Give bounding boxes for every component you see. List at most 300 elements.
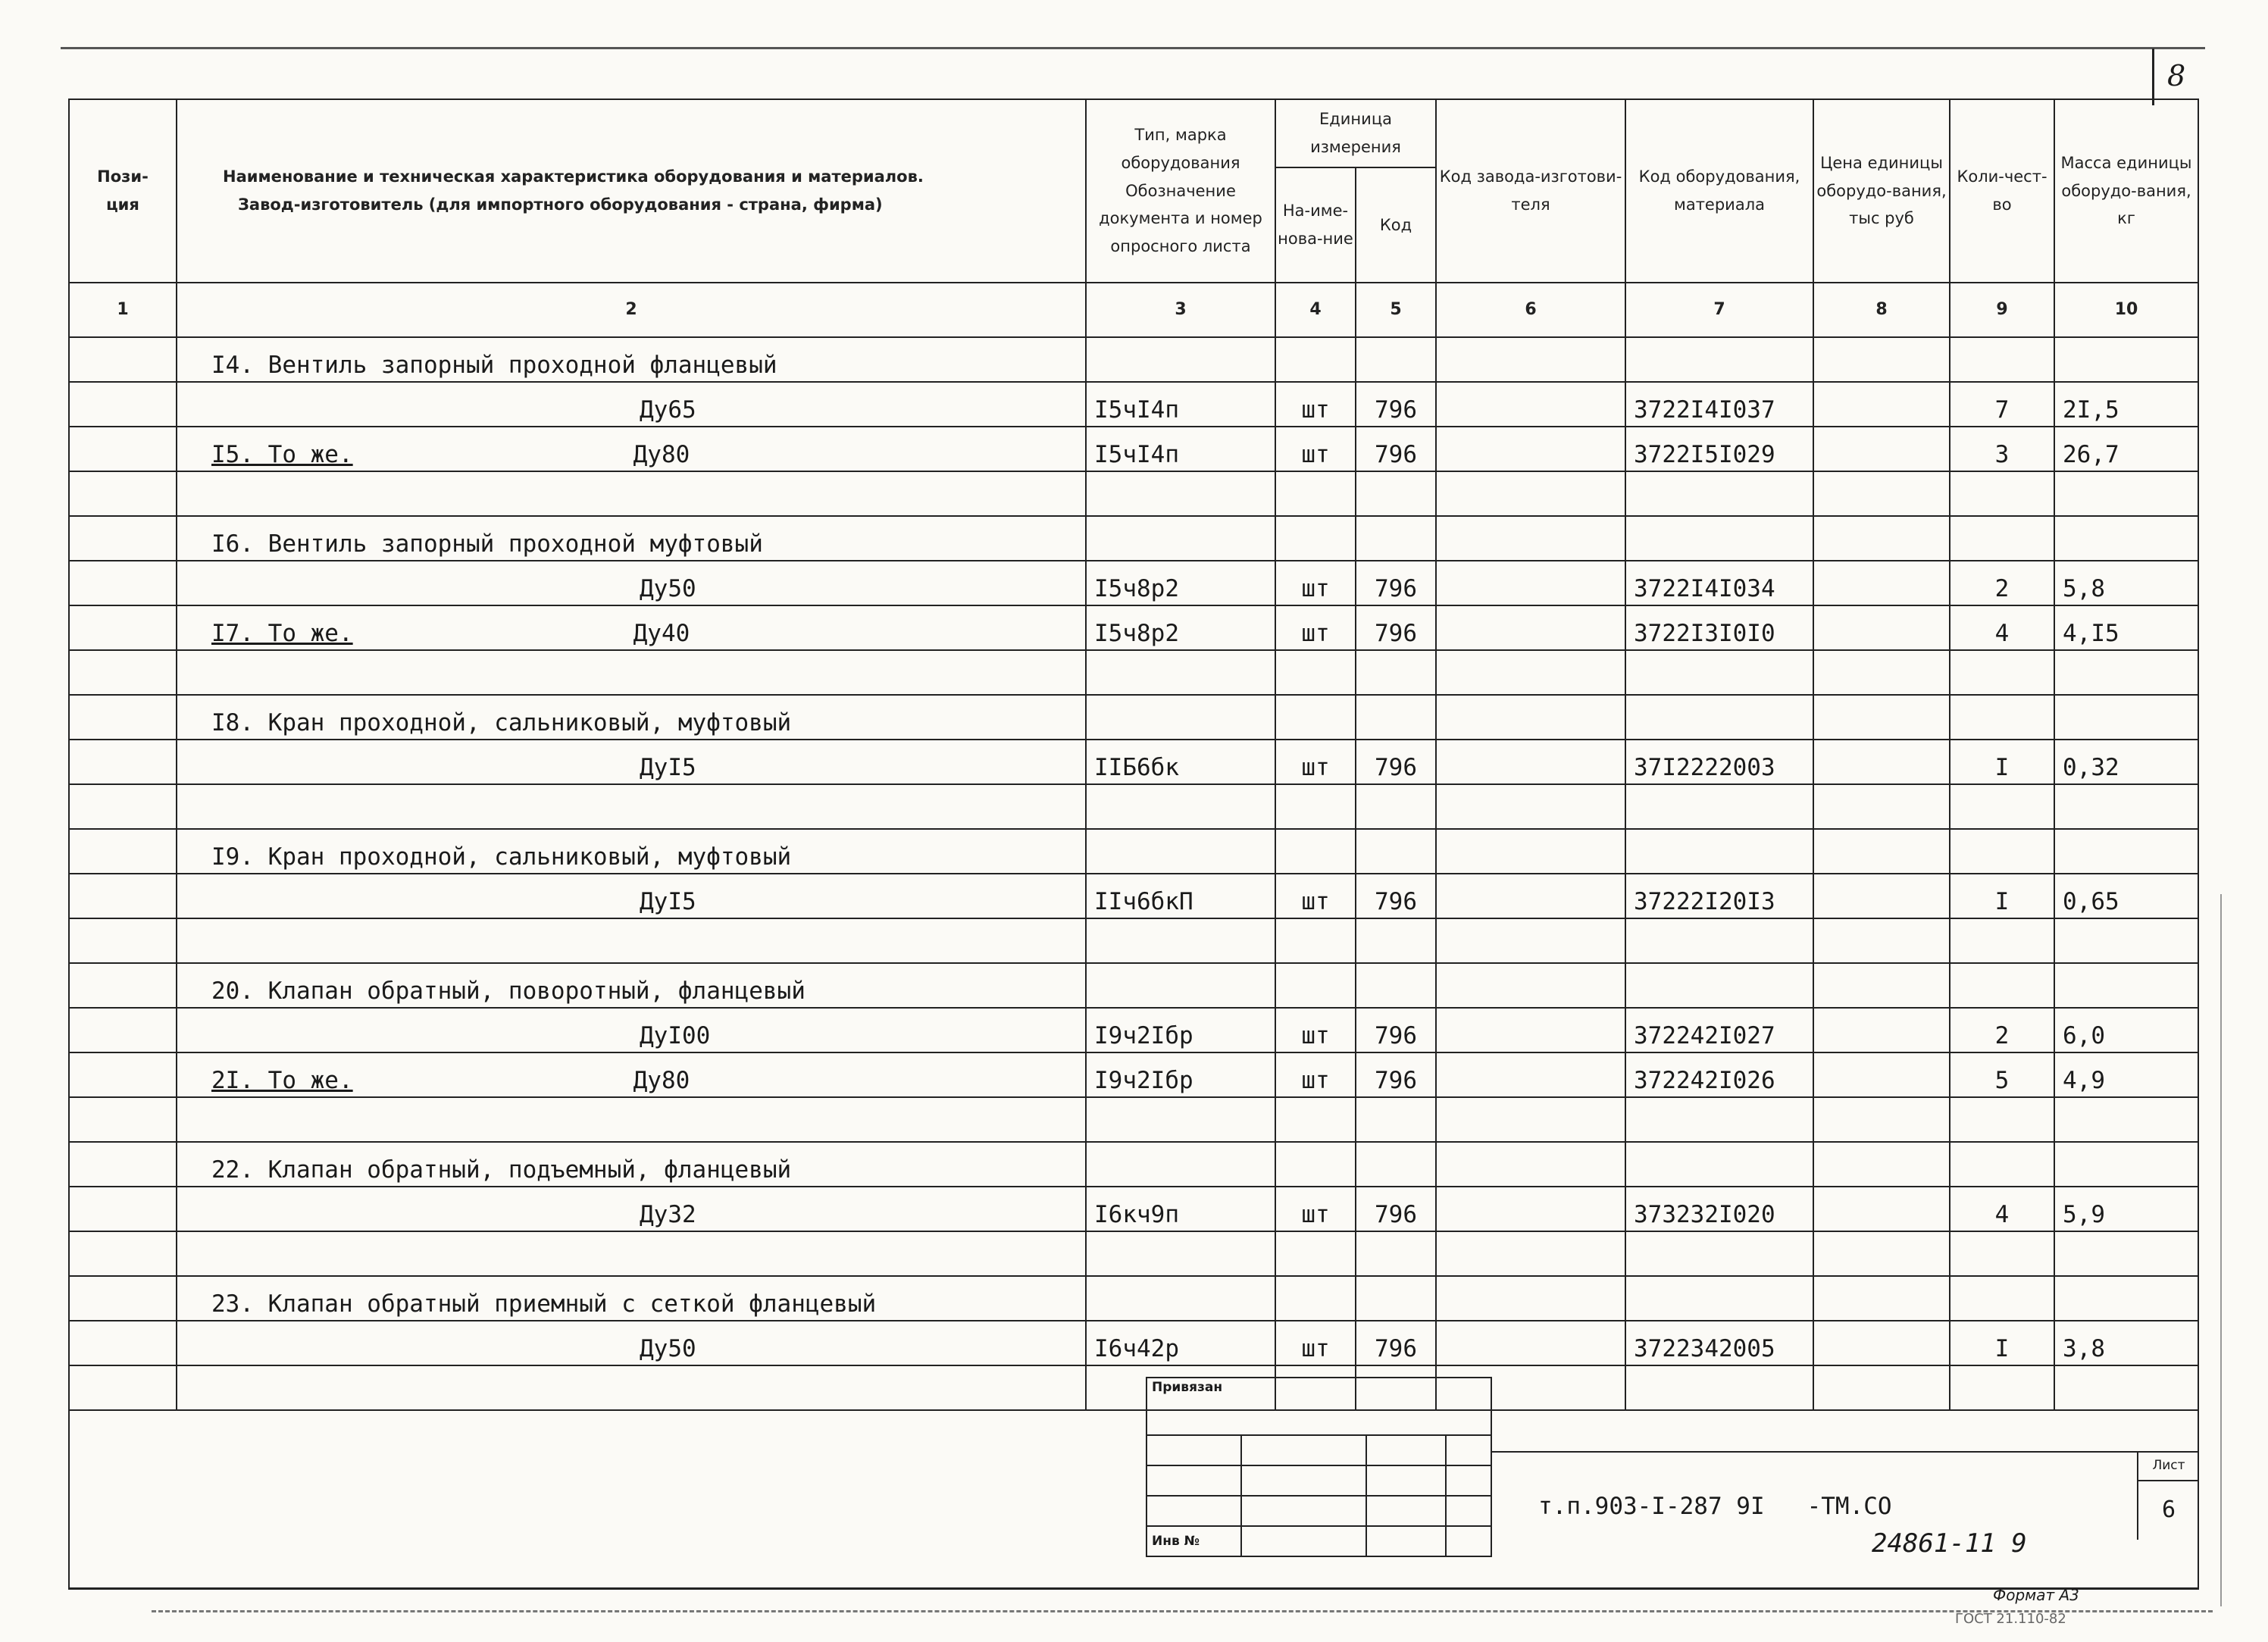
specification-table [68,99,2199,1590]
type-cell: IIч6бкП [1086,874,1275,918]
equipment-code-cell [1625,695,1813,740]
quantity-cell: 4 [1950,1187,2054,1231]
col-num: 4 [1275,283,1356,337]
col-num: 7 [1625,283,1813,337]
position-cell [69,561,177,605]
column-numbers-row [69,283,2198,337]
equipment-code-cell: 3722I4I037 [1625,382,1813,427]
equipment-code-cell: 3722I3I0I0 [1625,605,1813,650]
factory-code-cell [1436,337,1625,382]
unit-name-cell [1275,1231,1356,1276]
stamp-title: Привязан [1147,1378,1491,1435]
equipment-code-cell [1625,337,1813,382]
quantity-cell: 4 [1950,605,2054,650]
item-heading-row [69,1276,2198,1321]
factory-code-cell [1436,695,1625,740]
factory-code-cell [1436,427,1625,471]
mass-cell [2054,337,2198,382]
item-name [177,650,1086,695]
item-name: I8. Кран проходной, сальниковый, муфтовый [177,695,1086,740]
spacer-row [69,650,2198,695]
unit-code-cell [1356,650,1436,695]
inventory-number: 24861-11 9 [1872,1528,2027,1559]
quantity-cell [1950,1365,2054,1410]
item-row [69,1052,2198,1097]
item-row [69,1321,2198,1365]
spacer-row [69,918,2198,963]
item-name [177,427,1086,471]
factory-code-cell [1436,471,1625,516]
mass-cell [2054,1142,2198,1187]
price-cell [1813,1052,1950,1097]
price-cell [1813,605,1950,650]
position-cell [69,516,177,561]
unit-name-cell: шт [1275,874,1356,918]
type-cell [1086,1097,1275,1142]
type-cell [1086,1231,1275,1276]
unit-code-cell: 796 [1356,1321,1436,1365]
type-cell [1086,695,1275,740]
item-name: 23. Клапан обратный приемный с сеткой фланцевый [177,1276,1086,1321]
price-cell [1813,740,1950,784]
item-dn: Ду80 [633,441,690,468]
type-cell: IIБ6бк [1086,740,1275,784]
equipment-code-cell: 372242I027 [1625,1008,1813,1052]
col-num: 1 [69,283,177,337]
position-cell [69,740,177,784]
price-cell [1813,561,1950,605]
quantity-cell [1950,829,2054,874]
type-cell [1086,337,1275,382]
item-row [69,427,2198,471]
position-cell [69,471,177,516]
factory-code-cell [1436,1097,1625,1142]
quantity-cell [1950,1097,2054,1142]
price-cell [1813,1276,1950,1321]
header-unit-group: Единица измерения [1275,99,1436,167]
unit-code-cell [1356,918,1436,963]
equipment-code-cell: 372242I026 [1625,1052,1813,1097]
item-heading-row [69,1142,2198,1187]
position-cell [69,1052,177,1097]
price-cell [1813,963,1950,1008]
format-label: Формат А3 [1993,1586,2079,1604]
unit-code-cell [1356,829,1436,874]
position-cell [69,918,177,963]
factory-code-cell [1436,561,1625,605]
item-dn: Ду65 [177,382,1086,427]
equipment-code-cell: 37222I20I3 [1625,874,1813,918]
quantity-cell: 3 [1950,427,2054,471]
type-cell [1086,784,1275,829]
mass-cell: 3,8 [2054,1321,2198,1365]
stamp-inv-label: Инв № [1147,1526,1241,1556]
position-cell [69,874,177,918]
unit-name-cell [1275,1097,1356,1142]
header-name-line2: Завод-изготовитель (для импортного оборудования - страна, фирма) [238,195,883,214]
mass-cell [2054,1365,2198,1410]
price-cell [1813,1321,1950,1365]
position-cell [69,695,177,740]
price-cell [1813,1365,1950,1410]
item-heading-row [69,337,2198,382]
position-cell [69,784,177,829]
unit-code-cell [1356,337,1436,382]
position-cell [69,829,177,874]
quantity-cell [1950,1276,2054,1321]
header-price: Цена единицы оборудо-вания, тыс руб [1813,99,1950,283]
mass-cell [2054,471,2198,516]
price-cell [1813,382,1950,427]
spacer-row [69,1365,2198,1410]
equipment-code-cell: 3722342005 [1625,1321,1813,1365]
col-num: 6 [1436,283,1625,337]
item-name [177,1052,1086,1097]
header-mass: Масса единицы оборудо-вания, кг [2054,99,2198,283]
item-row [69,874,2198,918]
unit-name-cell [1275,650,1356,695]
factory-code-cell [1436,1321,1625,1365]
equipment-code-cell [1625,471,1813,516]
equipment-code-cell [1625,918,1813,963]
unit-code-cell [1356,1097,1436,1142]
position-cell [69,1365,177,1410]
gost-label: ГОСТ 21.110-82 [1955,1611,2066,1627]
unit-code-cell: 796 [1356,1187,1436,1231]
header-factory-code: Код завода-изготови-теля [1436,99,1625,283]
position-cell [69,1097,177,1142]
item-row [69,382,2198,427]
price-cell [1813,918,1950,963]
mass-cell: 2I,5 [2054,382,2198,427]
unit-code-cell [1356,695,1436,740]
unit-name-cell: шт [1275,1321,1356,1365]
equipment-code-cell [1625,963,1813,1008]
type-cell [1086,471,1275,516]
header-unit-code: Код [1356,167,1436,283]
type-cell [1086,516,1275,561]
sheet-number: 6 [2161,1497,2176,1523]
price-cell [1813,695,1950,740]
header-quantity: Коли-чест-во [1950,99,2054,283]
type-cell: I9ч2Iбр [1086,1052,1275,1097]
mass-cell: 5,8 [2054,561,2198,605]
unit-name-cell: шт [1275,1052,1356,1097]
item-name: I9. Кран проходной, сальниковый, муфтовый [177,829,1086,874]
mass-cell [2054,918,2198,963]
type-cell [1086,650,1275,695]
unit-code-cell [1356,963,1436,1008]
equipment-code-cell [1625,1231,1813,1276]
unit-name-cell [1275,471,1356,516]
col-num: 5 [1356,283,1436,337]
mass-cell [2054,1097,2198,1142]
unit-name-cell [1275,1276,1356,1321]
mass-cell [2054,1231,2198,1276]
spacer-row [69,784,2198,829]
quantity-cell [1950,650,2054,695]
quantity-cell [1950,337,2054,382]
factory-code-cell [1436,829,1625,874]
item-dn: ДуI5 [177,874,1086,918]
type-cell: I5чI4п [1086,427,1275,471]
equipment-code-cell [1625,1365,1813,1410]
equipment-code-cell: 37I2222003 [1625,740,1813,784]
position-cell [69,1142,177,1187]
price-cell [1813,516,1950,561]
header-name [177,99,1086,283]
item-dn: ДуI00 [177,1008,1086,1052]
item-row [69,1008,2198,1052]
unit-code-cell [1356,784,1436,829]
item-row [69,561,2198,605]
item-name: I6. Вентиль запорный проходной муфтовый [177,516,1086,561]
quantity-cell [1950,1231,2054,1276]
item-heading-row [69,516,2198,561]
mass-cell: 0,65 [2054,874,2198,918]
mass-cell [2054,516,2198,561]
page-number-divider [2152,48,2154,105]
quantity-cell [1950,695,2054,740]
header-equipment-code: Код оборудования, материала [1625,99,1813,283]
quantity-cell [1950,516,2054,561]
document-code: т.п.903-I-287 9I -ТМ.СО [1538,1493,1892,1520]
item-heading-row [69,695,2198,740]
unit-name-cell: шт [1275,740,1356,784]
col-num: 3 [1086,283,1275,337]
factory-code-cell [1436,784,1625,829]
item-dn: Ду50 [177,561,1086,605]
unit-name-cell: шт [1275,427,1356,471]
price-cell [1813,337,1950,382]
item-label: I5. То же. [211,441,353,468]
unit-name-cell [1275,963,1356,1008]
type-cell: I6кч9п [1086,1187,1275,1231]
unit-code-cell [1356,1142,1436,1187]
item-label: I7. То же. [211,620,353,647]
factory-code-cell [1436,516,1625,561]
item-dn: Ду32 [177,1187,1086,1231]
price-cell [1813,650,1950,695]
equipment-code-cell [1625,1142,1813,1187]
factory-code-cell [1436,1008,1625,1052]
top-border-line [61,47,2205,49]
quantity-cell [1950,918,2054,963]
position-cell [69,605,177,650]
unit-name-cell: шт [1275,1187,1356,1231]
equipment-code-cell: 373232I020 [1625,1187,1813,1231]
unit-name-cell [1275,695,1356,740]
type-cell: I5ч8р2 [1086,605,1275,650]
unit-code-cell [1356,516,1436,561]
factory-code-cell [1436,1142,1625,1187]
unit-code-cell [1356,1276,1436,1321]
item-row [69,740,2198,784]
mass-cell [2054,784,2198,829]
item-name [177,1231,1086,1276]
factory-code-cell [1436,382,1625,427]
quantity-cell: 2 [1950,561,2054,605]
header-name-line1: Наименование и техническая характеристика оборудования и материалов. [223,167,924,186]
unit-code-cell [1356,471,1436,516]
col-num: 9 [1950,283,2054,337]
item-name [177,605,1086,650]
item-name [177,784,1086,829]
equipment-code-cell [1625,1097,1813,1142]
unit-name-cell [1275,918,1356,963]
price-cell [1813,1142,1950,1187]
col-num: 2 [177,283,1086,337]
price-cell [1813,471,1950,516]
mass-cell: 6,0 [2054,1008,2198,1052]
right-margin-line [2220,894,2222,1606]
bottom-cut-line [152,1610,2213,1612]
mass-cell [2054,650,2198,695]
quantity-cell [1950,1142,2054,1187]
unit-code-cell: 796 [1356,1008,1436,1052]
quantity-cell [1950,963,2054,1008]
type-cell: I5ч8р2 [1086,561,1275,605]
unit-name-cell [1275,337,1356,382]
price-cell [1813,1008,1950,1052]
unit-code-cell: 796 [1356,874,1436,918]
type-cell: I9ч2Iбр [1086,1008,1275,1052]
spacer-row [69,1097,2198,1142]
unit-code-cell: 796 [1356,427,1436,471]
unit-code-cell: 796 [1356,605,1436,650]
unit-name-cell [1275,784,1356,829]
type-cell [1086,829,1275,874]
factory-code-cell [1436,963,1625,1008]
mass-cell: 4,I5 [2054,605,2198,650]
quantity-cell [1950,784,2054,829]
unit-name-cell: шт [1275,605,1356,650]
item-row [69,605,2198,650]
sheet-box [2137,1451,2199,1540]
equipment-code-cell: 3722I5I029 [1625,427,1813,471]
factory-code-cell [1436,740,1625,784]
position-cell [69,650,177,695]
mass-cell [2054,829,2198,874]
position-cell [69,1187,177,1231]
item-name [177,471,1086,516]
mass-cell: 0,32 [2054,740,2198,784]
factory-code-cell [1436,1276,1625,1321]
price-cell [1813,1097,1950,1142]
header-row [69,99,2198,167]
unit-name-cell [1275,829,1356,874]
equipment-code-cell [1625,829,1813,874]
unit-code-cell: 796 [1356,1052,1436,1097]
header-type: Тип, марка оборудования Обозначение документа и номер опросного листа [1086,99,1275,283]
page-number: 8 [2167,59,2186,92]
item-dn: Ду40 [633,620,690,647]
mass-cell: 5,9 [2054,1187,2198,1231]
unit-name-cell: шт [1275,1008,1356,1052]
equipment-code-cell [1625,516,1813,561]
type-cell [1086,963,1275,1008]
item-label: 2I. То же. [211,1067,353,1094]
factory-code-cell [1436,918,1625,963]
sheet-label: Лист [2138,1451,2199,1481]
unit-code-cell: 796 [1356,382,1436,427]
price-cell [1813,1231,1950,1276]
position-cell [69,337,177,382]
quantity-cell: 7 [1950,382,2054,427]
type-cell [1086,1142,1275,1187]
type-cell [1086,918,1275,963]
price-cell [1813,784,1950,829]
price-cell [1813,1187,1950,1231]
type-cell: I5чI4п [1086,382,1275,427]
quantity-cell: I [1950,874,2054,918]
mass-cell: 26,7 [2054,427,2198,471]
spacer-row [69,471,2198,516]
equipment-code-cell [1625,650,1813,695]
price-cell [1813,829,1950,874]
factory-code-cell [1436,650,1625,695]
col-num: 8 [1813,283,1950,337]
equipment-code-cell [1625,784,1813,829]
mass-cell: 4,9 [2054,1052,2198,1097]
factory-code-cell [1436,874,1625,918]
quantity-cell: I [1950,740,2054,784]
header-unit-name: На-име-нова-ние [1275,167,1356,283]
item-dn: Ду80 [633,1067,690,1094]
quantity-cell: 2 [1950,1008,2054,1052]
price-cell [1813,427,1950,471]
unit-name-cell: шт [1275,561,1356,605]
position-cell [69,1276,177,1321]
unit-name-cell [1275,516,1356,561]
mass-cell [2054,963,2198,1008]
item-dn: Ду50 [177,1321,1086,1365]
item-name [177,1097,1086,1142]
item-heading-row [69,829,2198,874]
item-name: 22. Клапан обратный, подъемный, фланцевый [177,1142,1086,1187]
quantity-cell: I [1950,1321,2054,1365]
unit-code-cell: 796 [1356,740,1436,784]
position-cell [69,382,177,427]
position-cell [69,427,177,471]
quantity-cell: 5 [1950,1052,2054,1097]
equipment-code-cell [1625,1276,1813,1321]
unit-code-cell [1356,1231,1436,1276]
unit-name-cell: шт [1275,382,1356,427]
item-name [177,1365,1086,1410]
mass-cell [2054,695,2198,740]
factory-code-cell [1436,1231,1625,1276]
unit-code-cell: 796 [1356,561,1436,605]
position-cell [69,1008,177,1052]
item-name: 20. Клапан обратный, поворотный, фланцевый [177,963,1086,1008]
header-position: Пози- ция [69,99,177,283]
item-name [177,918,1086,963]
position-cell [69,1321,177,1365]
factory-code-cell [1436,1052,1625,1097]
equipment-code-cell: 3722I4I034 [1625,561,1813,605]
spacer-row [69,1231,2198,1276]
mass-cell [2054,1276,2198,1321]
position-cell [69,1231,177,1276]
item-dn: ДуI5 [177,740,1086,784]
item-heading-row [69,963,2198,1008]
item-name: I4. Вентиль запорный проходной фланцевый [177,337,1086,382]
factory-code-cell [1436,1187,1625,1231]
unit-name-cell [1275,1142,1356,1187]
col-num: 10 [2054,283,2198,337]
price-cell [1813,874,1950,918]
